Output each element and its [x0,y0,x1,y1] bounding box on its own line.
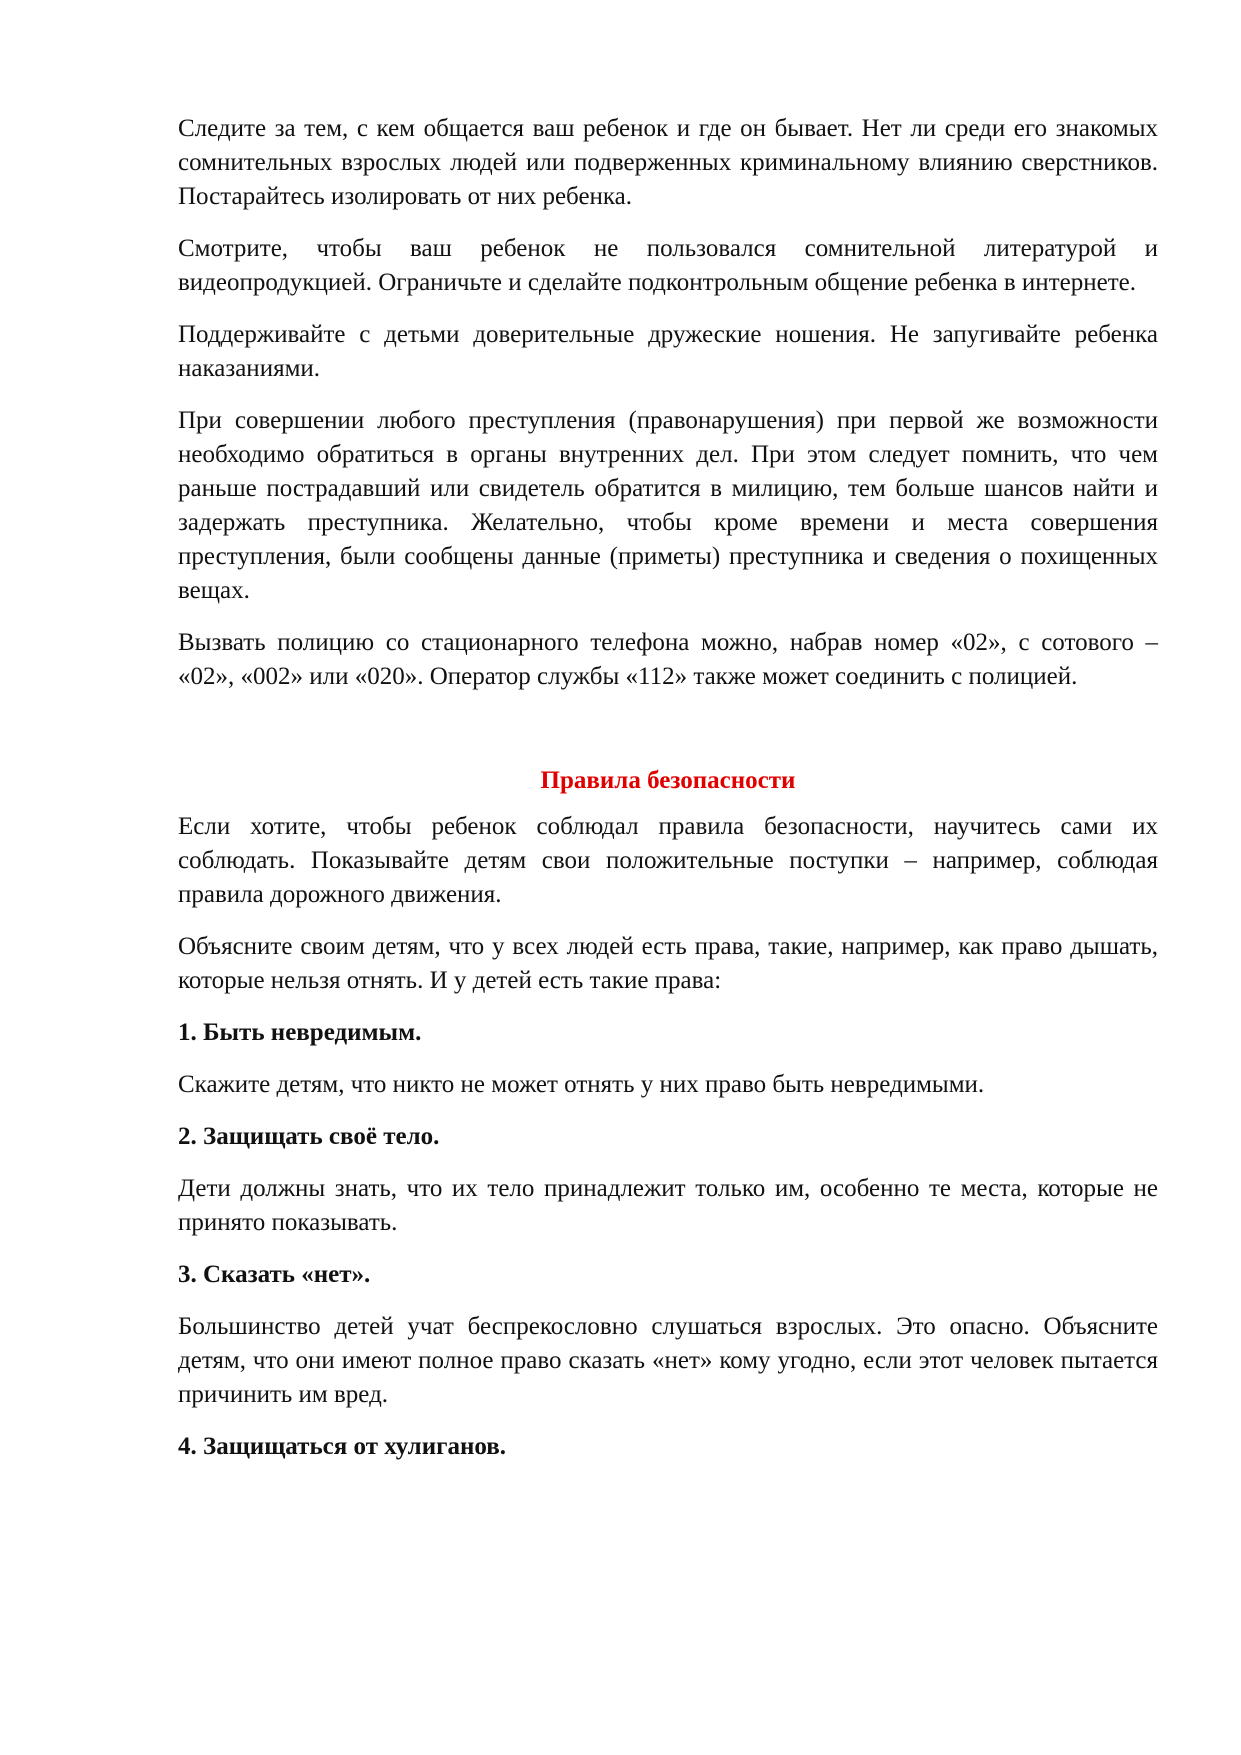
rule-title: 2. Защищать своё тело. [178,1123,440,1150]
safety-intro-paragraph: Объясните своим детям, что у всех людей есть права, такие, например, как право дышать, которые нельзя отнять. И у детей есть такие права: [178,933,1158,994]
intro-paragraph: Вызвать полицию со стационарного телефона можно, набрав номер «02», с сотового – «02», «002» или «020». Оператор службы «112» также может соединить с полицией. [178,629,1158,690]
rule-text: Большинство детей учат беспрекословно слушаться взрослых. Это опасно. Объясните детям, что они имеют полное право сказать «нет» кому угодно, если этот человек пытается причинить им вред. [178,1313,1158,1408]
rule-title: 1. Быть невредимым. [178,1019,422,1046]
section-heading: Правила безопасности [540,767,796,794]
intro-paragraph: Поддерживайте с детьми доверительные дружеские ношения. Не запугивайте ребенка наказаниями. [178,321,1158,382]
intro-paragraph: При совершении любого преступления (правонарушения) при первой же возможности необходимо обратиться в органы внутренних дел. При этом следует помнить, что чем раньше пострадавший или свидетель обратится в милицию, тем больше шансов найти и задержать преступника. Желательно, чтобы кроме времени и места совершения преступления, были сообщены данные (приметы) преступника и сведения о похищенных вещах. [178,407,1158,604]
rule-text: Скажите детям, что никто не может отнять у них право быть невредимыми. [178,1071,985,1098]
rule-title: 3. Сказать «нет». [178,1261,371,1288]
document-page [178,112,1158,1482]
safety-intro-paragraph: Если хотите, чтобы ребенок соблюдал правила безопасности, научитесь сами их соблюдать. Показывайте детям свои положительные поступки – например, соблюдая правила дорожного движения. [178,813,1158,908]
section-spacer [178,712,1158,764]
rule-text: Дети должны знать, что их тело принадлежит только им, особенно те места, которые не принято показывать. [178,1175,1158,1236]
rule-title: 4. Защищаться от хулиганов. [178,1433,506,1460]
intro-paragraph: Следите за тем, с кем общается ваш ребенок и где он бывает. Нет ли среди его знакомых сомнительных взрослых людей или подверженных криминальному влиянию сверстников. Постарайтесь изолировать от них ребенка. [178,115,1158,210]
intro-paragraph: Смотрите, чтобы ваш ребенок не пользовался сомнительной литературой и видеопродукцией. Ограничьте и сделайте подконтрольным общение ребенка в интернете. [178,235,1158,296]
